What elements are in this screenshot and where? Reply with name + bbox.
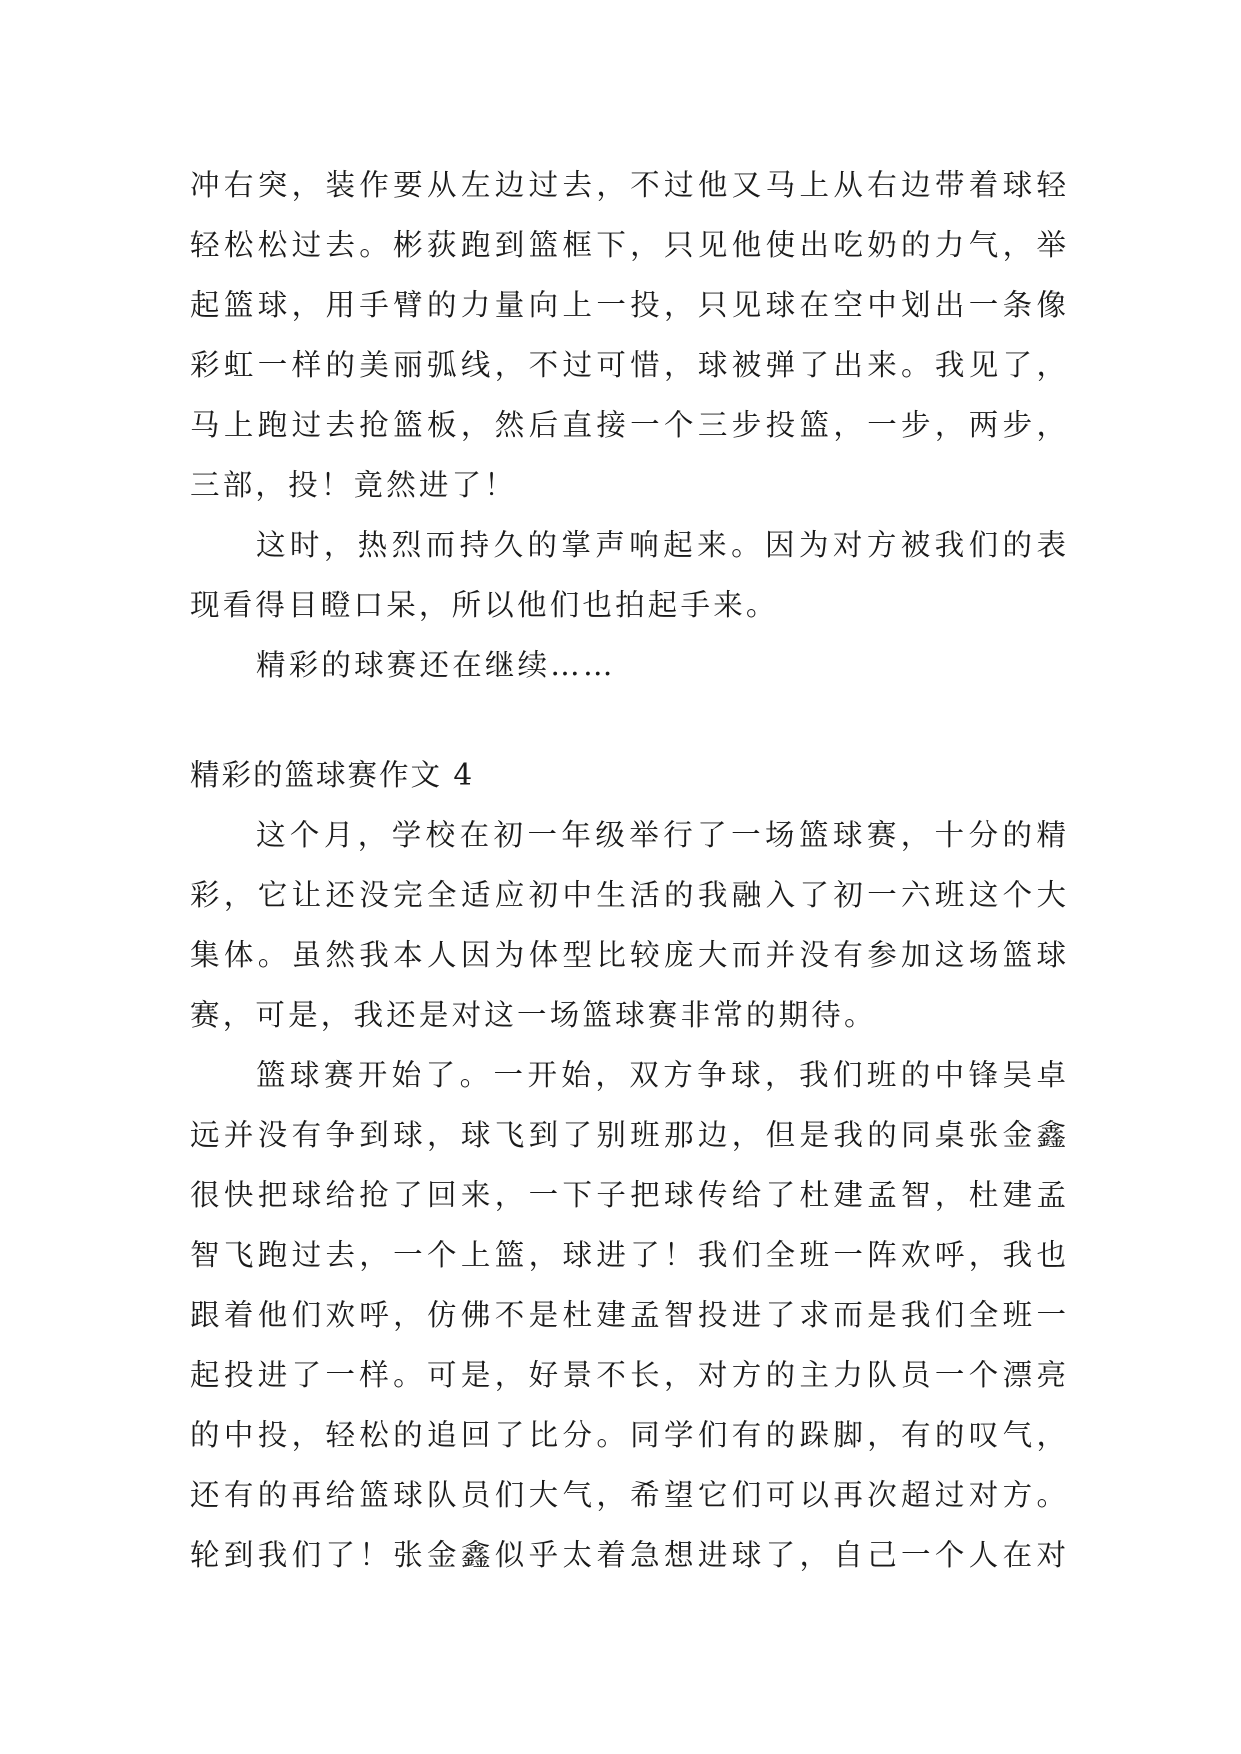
text-line: 远并没有争到球，球飞到了别班那边，但是我的同桌张金鑫 [190,1118,1066,1152]
text-line: 冲右突，装作要从左边过去，不过他又马上从右边带着球轻 [190,168,1066,202]
text-line: 这时，热烈而持久的掌声响起来。因为对方被我们的表 [256,528,1066,562]
text-line: 马上跑过去抢篮板，然后直接一个三步投篮，一步，两步， [190,408,1066,442]
text-line: 篮球赛开始了。一开始，双方争球，我们班的中锋吴卓 [256,1058,1066,1092]
text-line: 起投进了一样。可是，好景不长，对方的主力队员一个漂亮 [190,1358,1066,1392]
text-line: 集体。虽然我本人因为体型比较庞大而并没有参加这场篮球 [190,938,1066,972]
text-line: 起篮球，用手臂的力量向上一投，只见球在空中划出一条像 [190,288,1066,322]
text-line: 很快把球给抢了回来，一下子把球传给了杜建孟智，杜建孟 [190,1178,1066,1212]
section-heading: 精彩的篮球赛作文 4 [190,758,475,792]
text-line: 还有的再给篮球队员们大气，希望它们可以再次超过对方。 [190,1478,1066,1512]
text-line: 轻松松过去。彬荻跑到篮框下，只见他使出吃奶的力气，举 [190,228,1066,262]
text-line: 精彩的球赛还在继续…… [256,648,616,682]
text-line: 的中投，轻松的追回了比分。同学们有的跺脚，有的叹气， [190,1418,1066,1452]
text-line: 这个月，学校在初一年级举行了一场篮球赛，十分的精 [256,818,1066,852]
text-line: 彩虹一样的美丽弧线，不过可惜，球被弹了出来。我见了， [190,348,1066,382]
text-line: 跟着他们欢呼，仿佛不是杜建孟智投进了求而是我们全班一 [190,1298,1066,1332]
text-line: 彩，它让还没完全适应初中生活的我融入了初一六班这个大 [190,878,1066,912]
text-line: 智飞跑过去，一个上篮，球进了！我们全班一阵欢呼，我也 [190,1238,1066,1272]
text-line: 轮到我们了！张金鑫似乎太着急想进球了，自己一个人在对 [190,1538,1066,1572]
text-line: 现看得目瞪口呆，所以他们也拍起手来。 [190,588,779,622]
text-line: 赛，可是，我还是对这一场篮球赛非常的期待。 [190,998,877,1032]
text-line: 三部，投！竟然进了！ [190,468,518,502]
